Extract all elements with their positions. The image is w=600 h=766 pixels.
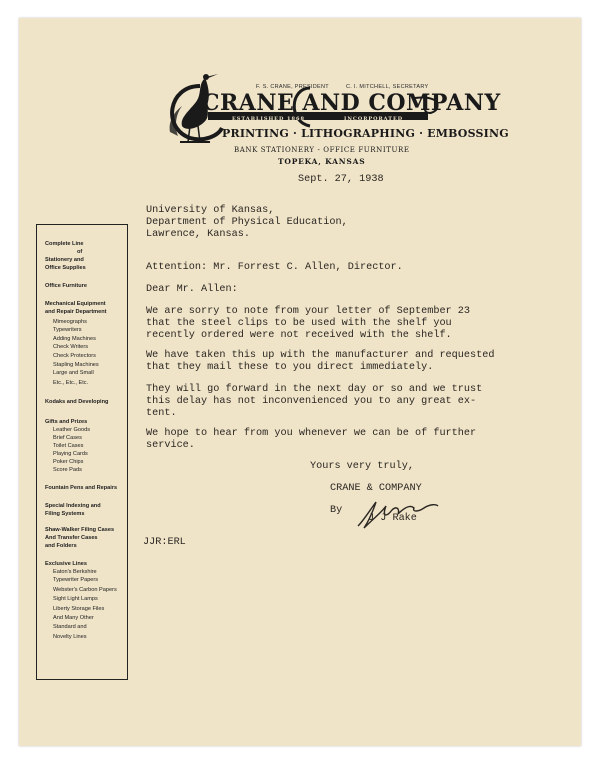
established-label: ESTABLISHED 1868 — [232, 116, 305, 122]
signature-mark — [352, 496, 442, 532]
paragraph-1-line-1: We are sorry to note from your letter of September 23 — [146, 306, 471, 317]
sidebar-line: Office Furniture — [45, 283, 87, 289]
sidebar-line: Mimeographs — [53, 319, 87, 325]
sidebar-line: Mechanical Equipment — [45, 301, 106, 307]
sidebar-line: Stapling Machines — [53, 362, 99, 368]
sidebar-line: Eaton's Berkshire — [53, 569, 97, 575]
sidebar-line: Kodaks and Developing — [45, 399, 109, 405]
letter-date: Sept. 27, 1938 — [298, 174, 384, 185]
paragraph-4-line-2: service. — [146, 440, 195, 451]
sidebar-line: Office Supplies — [45, 265, 86, 271]
sidebar-line: Typewriters — [53, 327, 82, 333]
sidebar-line: Check Protectors — [53, 353, 96, 359]
attention-line: Attention: Mr. Forrest C. Allen, Director. — [146, 262, 403, 273]
sidebar-line: and Repair Department — [45, 309, 107, 315]
sidebar-line: Shaw-Walker Filing Cases — [45, 527, 115, 533]
paragraph-3-line-1: They will go forward in the next day or so and we trust — [146, 384, 483, 395]
sidebar-line: Check Writers — [53, 344, 89, 350]
sidebar-line: And Many Other — [53, 615, 94, 621]
sidebar-line: Liberty Storage Files — [53, 606, 105, 612]
sidebar-line: Novelty Lines — [53, 634, 87, 640]
signer-name: J J Rake — [368, 513, 417, 524]
services-sidebar — [36, 224, 128, 680]
sidebar-line: Adding Machines — [53, 336, 96, 342]
salutation: Dear Mr. Allen: — [146, 284, 238, 295]
address-line-1: University of Kansas, — [146, 205, 275, 216]
sidebar-line: Webster's Carbon Papers — [53, 587, 117, 593]
sidebar-line: Brief Cases — [53, 435, 82, 441]
sidebar-line: Etc., Etc., Etc. — [53, 380, 89, 386]
sidebar-line: Fountain Pens and Repairs — [45, 485, 118, 491]
sidebar-line: And Transfer Cases — [45, 535, 98, 541]
sidebar-line: Stationery and — [45, 257, 84, 263]
sidebar-line: Complete Line — [45, 241, 84, 247]
paragraph-1-line-2: that the steel clips to be used with the shelf you — [146, 318, 452, 329]
paragraph-2-line-2: that they mail these to you direct immediately. — [146, 362, 434, 373]
closing: Yours very truly, — [310, 461, 414, 472]
sidebar-line: Filing Systems — [45, 511, 85, 517]
sidebar-line: and Folders — [45, 543, 77, 549]
sidebar-line: Gifts and Prizes — [45, 419, 88, 425]
sidebar-line: Poker Chips — [53, 459, 84, 465]
company-name: CRANE AND COMPANY — [202, 90, 501, 116]
city-line: TOPEKA, KANSAS — [278, 157, 366, 166]
products-line: BANK STATIONERY - OFFICE FURNITURE — [234, 146, 410, 154]
sidebar-line: Leather Goods — [53, 427, 91, 433]
sidebar-line: Standard and — [53, 624, 87, 630]
sidebar-line: Playing Cards — [53, 451, 88, 457]
paragraph-3-line-2: this delay has not inconvenienced you to any great ex- — [146, 396, 477, 407]
sidebar-line: Exclusive Lines — [45, 561, 87, 567]
paragraph-4-line-1: We hope to hear from you whenever we can be of further — [146, 428, 477, 439]
sidebar-line: Special Indexing and — [45, 503, 101, 509]
officer-secretary: C. I. MITCHELL, SECRETARY — [346, 84, 429, 90]
sidebar-line: Typewriter Papers — [53, 577, 99, 583]
by-label: By — [330, 505, 343, 516]
sidebar-line: Large and Small — [53, 370, 94, 376]
incorporated-label: INCORPORATED — [344, 116, 404, 122]
address-line-2: Department of Physical Education, — [146, 217, 348, 228]
officer-president: F. S. CRANE, PRESIDENT — [256, 84, 329, 90]
sidebar-line: Toilet Cases — [53, 443, 84, 449]
paragraph-2-line-1: We have taken this up with the manufacturer and requested — [146, 350, 495, 361]
address-line-3: Lawrence, Kansas. — [146, 229, 250, 240]
paragraph-1-line-3: recently ordered were not received with the shelf. — [146, 330, 452, 341]
sidebar-line: Sight Light Lamps — [53, 596, 98, 602]
closing-company: CRANE & COMPANY — [330, 483, 422, 494]
sidebar-line: of — [77, 249, 83, 255]
sidebar-line: Score Pads — [53, 467, 82, 473]
paragraph-3-line-3: tent. — [146, 408, 177, 419]
services-line: PRINTING · LITHOGRAPHING · EMBOSSING — [222, 127, 509, 140]
typist-initials: JJR:ERL — [143, 537, 186, 548]
